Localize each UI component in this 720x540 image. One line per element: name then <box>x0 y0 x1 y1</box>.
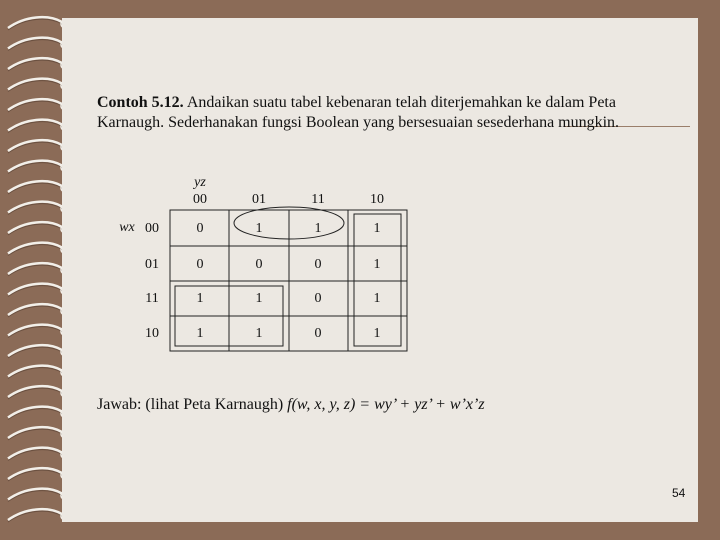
cell-r1-c2: 0 <box>314 257 322 272</box>
answer-prefix: Jawab: (lihat Peta Karnaugh) <box>97 396 284 413</box>
cell-r0-c1: 1 <box>255 221 263 236</box>
kmap-grid <box>170 210 407 351</box>
row-headers <box>145 221 159 341</box>
cell-r3-c2: 0 <box>314 326 322 341</box>
col-header: 10 <box>370 192 384 207</box>
answer-line <box>97 396 485 414</box>
answer-function: f(w, x, y, z) = wy’ + yz’ + w’x’z <box>287 396 485 413</box>
example-label: Contoh 5.12. <box>97 94 184 111</box>
col-header: 00 <box>193 192 207 207</box>
cell-r2-c1: 1 <box>255 291 263 306</box>
cell-r3-c3: 1 <box>373 326 381 341</box>
row-header: 00 <box>145 221 159 236</box>
cell-r1-c0: 0 <box>196 257 204 272</box>
cell-r2-c3: 1 <box>373 291 381 306</box>
cell-r2-c2: 0 <box>314 291 322 306</box>
karnaugh-map <box>105 172 425 357</box>
column-headers <box>193 192 384 207</box>
row-header: 10 <box>145 326 159 341</box>
page-number: 54 <box>672 486 686 500</box>
row-header: 11 <box>145 291 159 306</box>
cell-r3-c0: 1 <box>196 326 204 341</box>
cell-r1-c1: 0 <box>255 257 263 272</box>
row-var-label: wx <box>119 220 135 235</box>
cell-r3-c1: 1 <box>255 326 263 341</box>
example-paragraph <box>97 93 687 133</box>
cell-r0-c3: 1 <box>373 221 381 236</box>
col-header: 11 <box>311 192 325 207</box>
row-header: 01 <box>145 257 159 272</box>
cell-r0-c0: 0 <box>196 221 204 236</box>
example-text: Andaikan suatu tabel kebenaran telah diterjemahkan ke dalam Peta Karnaugh. Sederhanakan fungsi Boolean yang bersesuaian sesederhana mungkin. <box>97 94 620 131</box>
col-header: 01 <box>252 192 266 207</box>
cell-r0-c2: 1 <box>314 221 322 236</box>
cell-r2-c0: 1 <box>196 291 204 306</box>
col-var-label: yz <box>194 175 206 190</box>
grouping-marks <box>175 207 401 346</box>
cell-r1-c3: 1 <box>373 257 381 272</box>
